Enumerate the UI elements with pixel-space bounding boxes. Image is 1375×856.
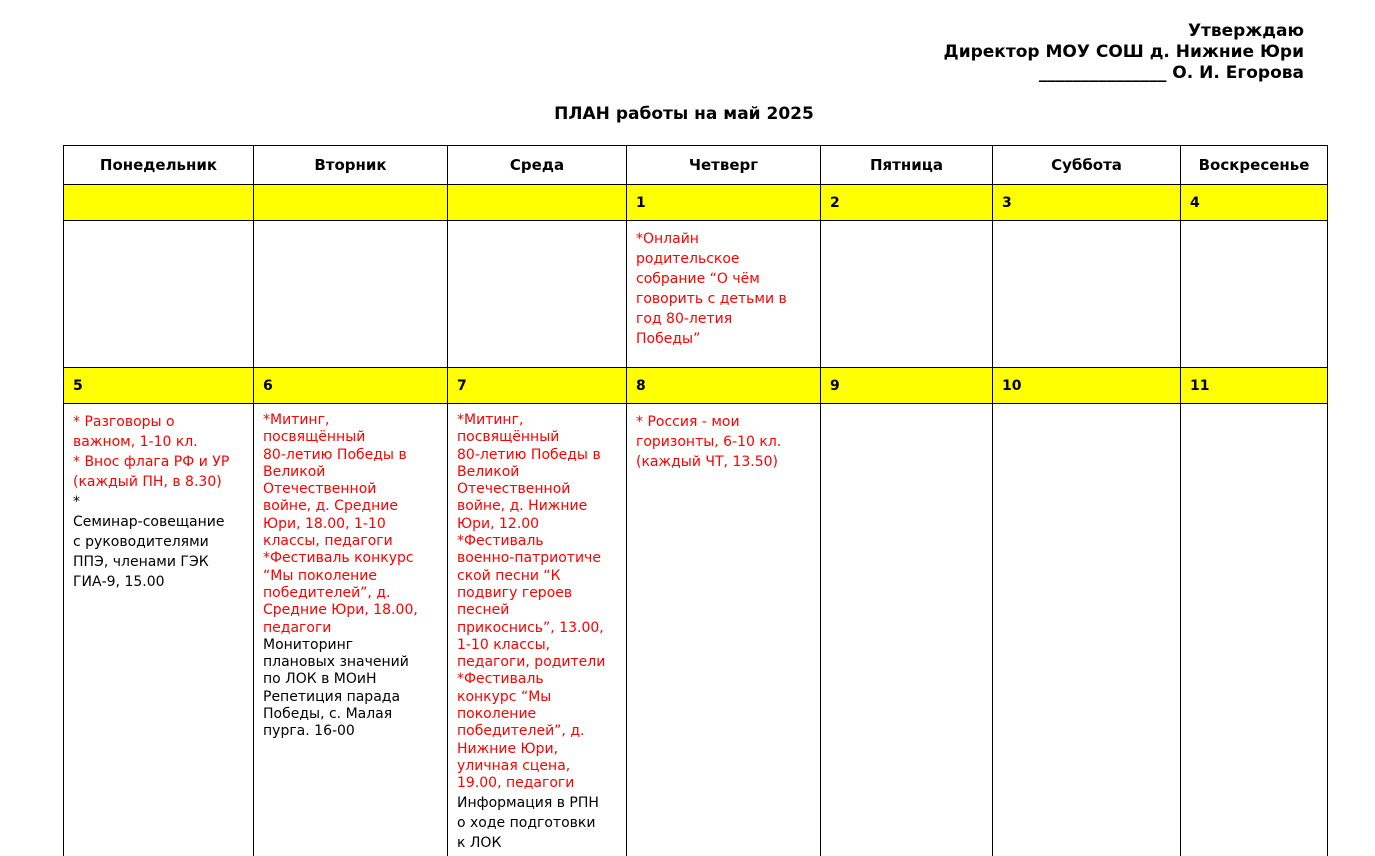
header-monday: Понедельник (64, 146, 254, 185)
date-cell: 4 (1181, 185, 1328, 221)
header-friday: Пятница (821, 146, 993, 185)
event-line: 80-летию Победы в (263, 446, 407, 463)
approval-line-signature: _______________ О. И. Егорова (1038, 63, 1304, 83)
event-line: ской песни “К (457, 567, 561, 584)
approval-line-director: Директор МОУ СОШ д. Нижние Юри (943, 42, 1304, 62)
event-text-black (457, 793, 617, 853)
header-tuesday: Вторник (254, 146, 448, 185)
event-line: Отечественной (457, 481, 571, 498)
event-line: победителей”, д. (263, 584, 391, 601)
event-line: * Внос флага РФ и УР (73, 454, 230, 470)
event-line: год 80-летия (636, 311, 733, 327)
event-line: по ЛОК в МОиН (263, 671, 377, 688)
week2-date-row (64, 368, 1328, 404)
event-line: к ЛОК (457, 834, 502, 851)
event-line: 19.00, педагоги (457, 775, 575, 792)
date-cell: 8 (627, 368, 821, 404)
date-cell: 9 (821, 368, 993, 404)
event-line: Юри, 12.00 (457, 515, 540, 532)
event-line: *Фестиваль конкурс (263, 550, 414, 567)
events-cell-monday (64, 404, 254, 856)
event-line: 1-10 классы, (457, 636, 551, 653)
date-cell: 7 (448, 368, 627, 404)
event-line: подвигу героев (457, 584, 573, 601)
events-cell-friday (821, 221, 993, 368)
event-line: пурга. 16-00 (263, 723, 355, 740)
header-thursday: Четверг (627, 146, 821, 185)
events-cell-tuesday (254, 221, 448, 368)
event-line: Средние Юри, 18.00, (263, 602, 418, 619)
week1-events-row (64, 221, 1328, 368)
date-cell: 10 (993, 368, 1181, 404)
events-cell-thursday (627, 404, 821, 856)
date-cell: 3 (993, 185, 1181, 221)
events-cell-thursday (627, 221, 821, 368)
event-line: педагоги, родители (457, 654, 606, 671)
event-line: ППЭ, членами ГЭК (73, 554, 209, 570)
event-line: Победы” (636, 331, 701, 347)
event-line: родительское (636, 251, 740, 267)
event-line: важном, 1-10 кл. (73, 434, 198, 450)
event-line: посвящённый (457, 429, 560, 446)
events-cell-saturday (993, 221, 1181, 368)
events-cell-sunday (1181, 221, 1328, 368)
event-text-red (73, 412, 244, 492)
event-line: *Онлайн (636, 231, 699, 247)
event-line: Отечественной (263, 481, 377, 498)
events-cell-wednesday (448, 221, 627, 368)
event-line: (каждый ПН, в 8.30) (73, 474, 222, 490)
event-line: песней (457, 602, 510, 619)
event-line: говорить с детьми в (636, 291, 787, 307)
event-line: ГИА-9, 15.00 (73, 574, 165, 590)
date-cell (254, 185, 448, 221)
date-cell: 11 (1181, 368, 1328, 404)
event-text-red (263, 412, 438, 637)
event-line: классы, педагоги (263, 533, 393, 550)
event-line: с руководителями (73, 534, 209, 550)
event-line: войне, д. Нижние (457, 498, 588, 515)
date-cell: 5 (64, 368, 254, 404)
page-title: ПЛАН работы на май 2025 (554, 104, 814, 124)
event-line: * Разговоры о (73, 414, 175, 430)
event-line: *Митинг, (457, 412, 524, 428)
event-line: 80-летию Победы в (457, 446, 601, 463)
approval-line-approve: Утверждаю (1187, 21, 1304, 41)
event-line: “Мы поколение (263, 567, 378, 584)
header-saturday: Суббота (993, 146, 1181, 185)
date-cell (448, 185, 627, 221)
event-line: *Фестиваль (457, 533, 544, 550)
weekday-header-row (64, 146, 1328, 185)
events-cell-wednesday (448, 404, 627, 856)
date-cell: 2 (821, 185, 993, 221)
event-text (636, 229, 811, 349)
event-line: уличная сцена, (457, 757, 571, 774)
approval-block (944, 21, 1304, 84)
event-line: собрание “О чём (636, 271, 760, 287)
event-line: поколение (457, 706, 537, 723)
event-text-red (457, 412, 617, 793)
date-cell (64, 185, 254, 221)
event-line: войне, д. Средние (263, 498, 398, 515)
event-line: горизонты, 6-10 кл. (636, 434, 782, 450)
event-line: Информация в РПН (457, 794, 599, 811)
event-text-red (636, 412, 811, 472)
event-line: Нижние Юри, (457, 740, 559, 757)
header-sunday: Воскресенье (1181, 146, 1328, 185)
event-line: Победы, с. Малая (263, 706, 393, 723)
event-line: *Митинг, (263, 412, 330, 428)
events-cell-friday (821, 404, 993, 856)
event-line: * Россия - мои (636, 414, 740, 430)
event-line: прикоснись”, 13.00, (457, 619, 604, 636)
calendar-table (63, 145, 1328, 856)
event-text-black (73, 492, 244, 592)
event-line: плановых значений (263, 654, 409, 671)
event-line: Великой (457, 463, 520, 480)
event-line: Великой (263, 463, 326, 480)
event-line: педагоги (263, 619, 332, 636)
event-line: * (73, 494, 80, 510)
header-wednesday: Среда (448, 146, 627, 185)
event-line: Репетиция парада (263, 688, 401, 705)
event-line: Семинар-совещание (73, 514, 225, 530)
events-cell-saturday (993, 404, 1181, 856)
event-line: конкурс “Мы (457, 688, 552, 705)
events-cell-monday (64, 221, 254, 368)
week2-events-row (64, 404, 1328, 856)
week1-date-row (64, 185, 1328, 221)
event-line: военно-патриотиче (457, 550, 601, 567)
date-cell: 1 (627, 185, 821, 221)
event-line: о ходе подготовки (457, 814, 596, 831)
event-line: Юри, 18.00, 1-10 (263, 515, 386, 532)
event-line: (каждый ЧТ, 13.50) (636, 454, 778, 470)
event-text-black (263, 637, 438, 741)
date-cell: 6 (254, 368, 448, 404)
event-line: *Фестиваль (457, 671, 544, 688)
event-line: посвящённый (263, 429, 366, 446)
events-cell-tuesday (254, 404, 448, 856)
events-cell-sunday (1181, 404, 1328, 856)
event-line: Мониторинг (263, 636, 354, 653)
event-line: победителей”, д. (457, 723, 585, 740)
